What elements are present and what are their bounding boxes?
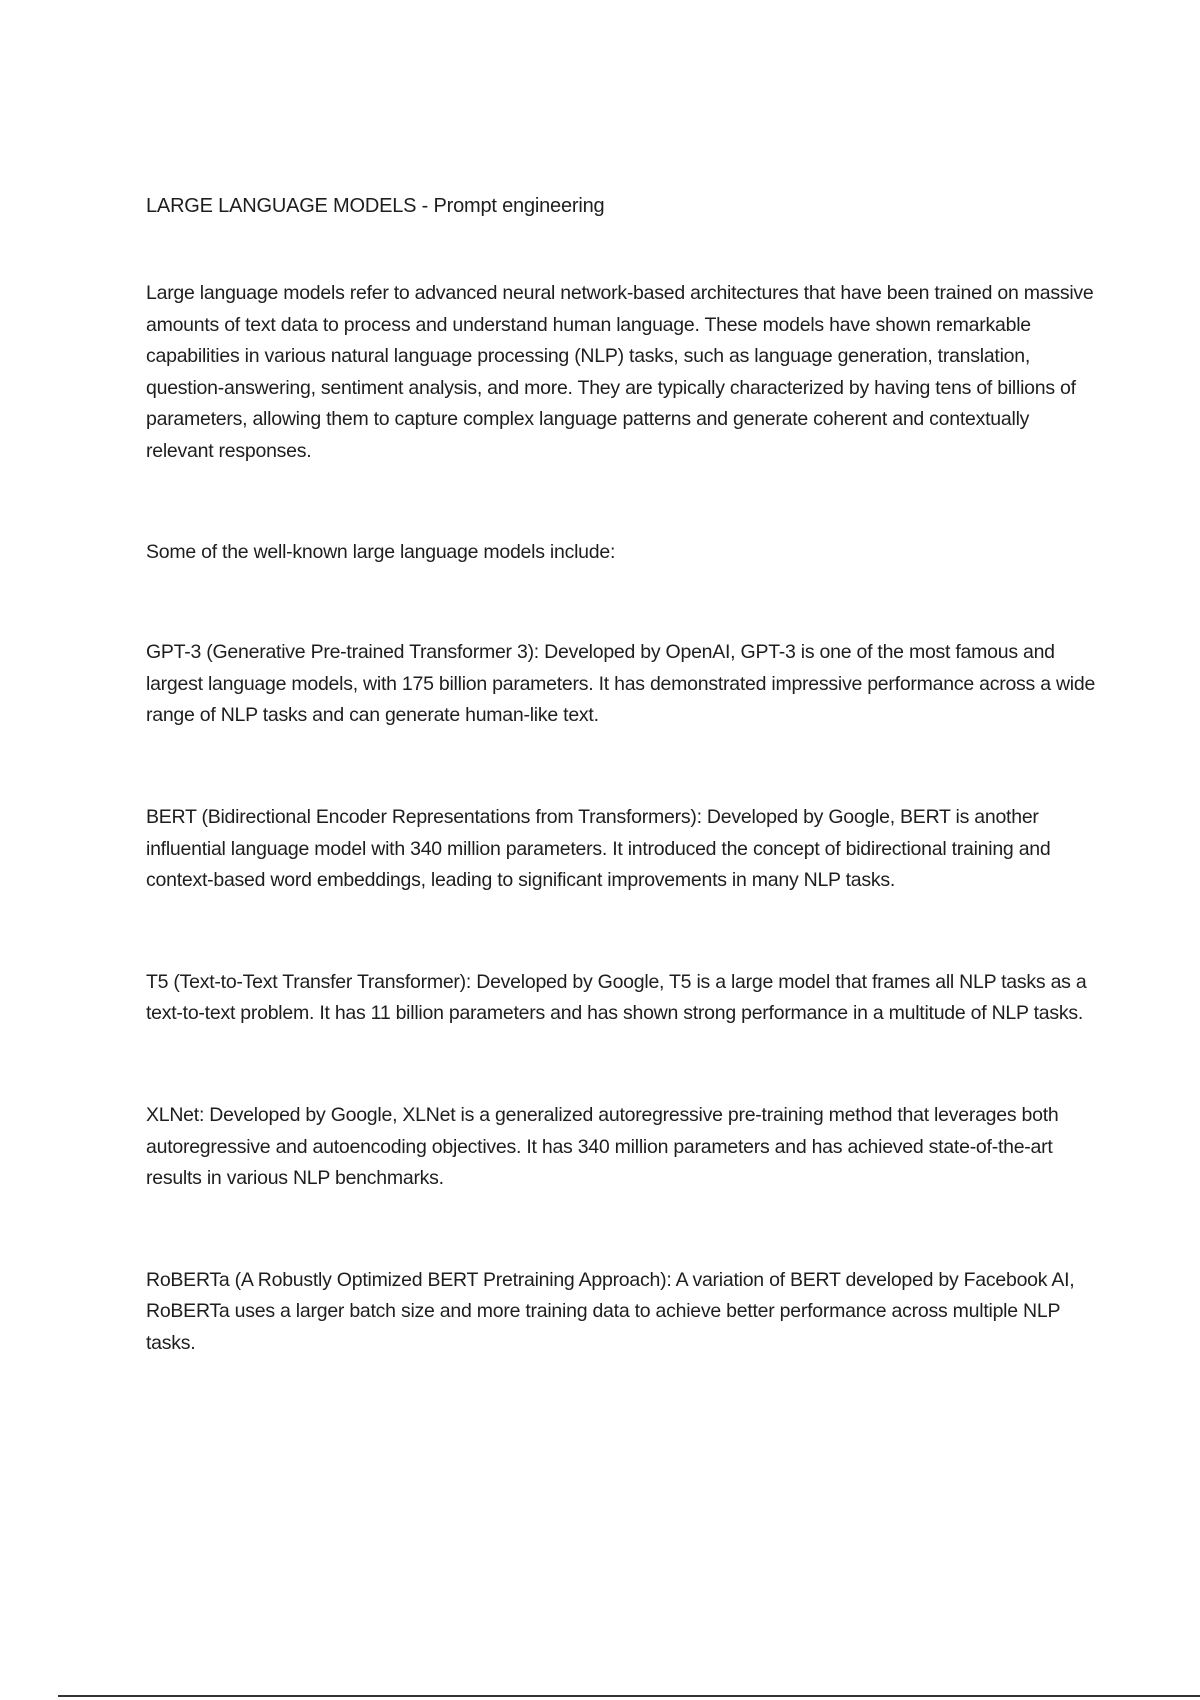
models-lead-in: Some of the well-known large language models include: — [146, 540, 616, 563]
intro-paragraph: Large language models refer to advanced neural network-based architectures that have been trained on massive amounts of text data to process and understand human language. These models have shown remarkable capabilities in various natural language processing (NLP) tasks, such as language generation, translation, question-answering, sentiment analysis, and more. They are typically characterized by having tens of billions of parameters, allowing them to capture complex language patterns and generate coherent and contextually relevant responses. — [146, 282, 1094, 462]
document-page — [146, 190, 1096, 1359]
model-paragraph-gpt3: GPT-3 (Generative Pre-trained Transformer 3): Developed by OpenAI, GPT-3 is one of the most famous and largest language models, with 175 billion parameters. It has demonstrated impressive performance across a wide range of NLP tasks and can generate human-like text. — [146, 641, 1096, 727]
document-title: LARGE LANGUAGE MODELS - Prompt engineering — [146, 195, 605, 217]
model-paragraph-t5: T5 (Text-to-Text Transfer Transformer): Developed by Google, T5 is a large model that frames all NLP tasks as a text-to-text problem. It has 11 billion parameters and has shown strong performance in a multitude of NLP tasks. — [146, 970, 1087, 1025]
model-paragraph-xlnet: XLNet: Developed by Google, XLNet is a generalized autoregressive pre-training method that leverages both autoregressive and autoencoding objectives. It has 340 million parameters and has achieved state-of-the-art results in various NLP benchmarks. — [146, 1103, 1059, 1190]
model-list — [146, 637, 1096, 1359]
page-bottom-divider — [58, 1695, 1200, 1697]
model-paragraph-roberta: RoBERTa (A Robustly Optimized BERT Pretraining Approach): A variation of BERT developed by Facebook AI, RoBERTa uses a larger batch size and more training data to achieve better performance across multiple NLP tasks. — [146, 1268, 1075, 1354]
model-paragraph-bert: BERT (Bidirectional Encoder Representations from Transformers): Developed by Google, BERT is another influential language model with 340 million parameters. It introduced the concept of bidirectional training and context-based word embeddings, leading to significant improvements in many NLP tasks. — [146, 805, 1051, 892]
